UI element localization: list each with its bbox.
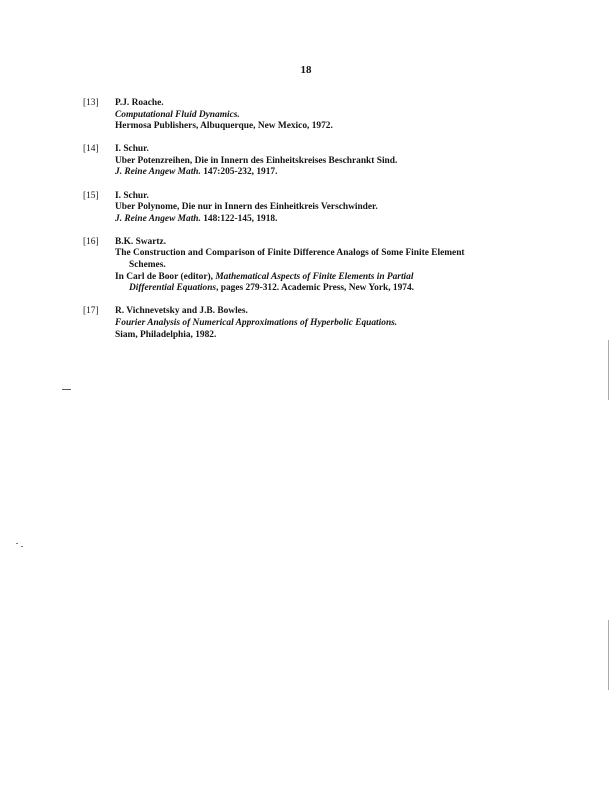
reference-journal: J. Reine Angew Math. (115, 167, 201, 178)
reference-number: [15] (83, 190, 99, 201)
reference-16 (83, 237, 523, 295)
reference-author: P.J. Roache. (115, 98, 164, 108)
reference-publisher: Hermosa Publishers, Albuquerque, New Mexico, 1972. (115, 121, 333, 132)
scan-mark-dash (62, 389, 71, 390)
reference-number: [13] (83, 98, 99, 108)
reference-book-title: Mathematical Aspects of Finite Elements in Partial (215, 271, 414, 282)
reference-title: The Construction and Comparison of Finite Difference Analogs of Some Finite Element (115, 248, 465, 259)
reference-title-continued: Schemes. (129, 260, 166, 271)
reference-title: Uber Polynome, Die nur in Innern des Einheitkreis Verschwinder. (115, 202, 378, 213)
reference-book-title-continued: Differential Equations (129, 283, 217, 294)
scan-speck (21, 546, 23, 547)
reference-15 (83, 191, 523, 226)
reference-journal: J. Reine Angew Math. (115, 213, 201, 224)
scan-edge-mark (608, 340, 609, 400)
reference-details: , pages 279-312. Academic Press, New York, 1974. (216, 283, 414, 294)
reference-details: 147:205-232, 1917. (200, 167, 278, 178)
reference-14 (83, 144, 523, 179)
reference-author: R. Vichnevetsky and J.B. Bowles. (115, 306, 248, 317)
reference-title: Uber Potenzreihen, Die in Innern des Einheitskreises Beschrankt Sind. (115, 155, 398, 166)
reference-author: B.K. Swartz. (115, 236, 167, 247)
scan-edge-mark (608, 620, 609, 690)
reference-number: [17] (83, 306, 99, 317)
scan-speck (16, 543, 18, 544)
reference-title: Fourier Analysis of Numerical Approximations of Hyperbolic Equations. (115, 317, 398, 328)
page-number: 18 (300, 64, 312, 76)
reference-author: I. Schur. (115, 190, 149, 201)
reference-13 (83, 98, 523, 133)
reference-details: 148:122-145, 1918. (200, 213, 278, 224)
reference-in-prefix: In Carl de Boor (editor), (115, 271, 216, 282)
reference-author: I. Schur. (115, 144, 149, 155)
reference-list (83, 98, 523, 353)
reference-title: Computational Fluid Dynamics. (115, 109, 240, 120)
reference-number: [14] (83, 144, 99, 155)
reference-number: [16] (83, 236, 99, 247)
reference-publisher: Siam, Philadelphia, 1982. (115, 329, 217, 340)
reference-17 (83, 306, 523, 341)
